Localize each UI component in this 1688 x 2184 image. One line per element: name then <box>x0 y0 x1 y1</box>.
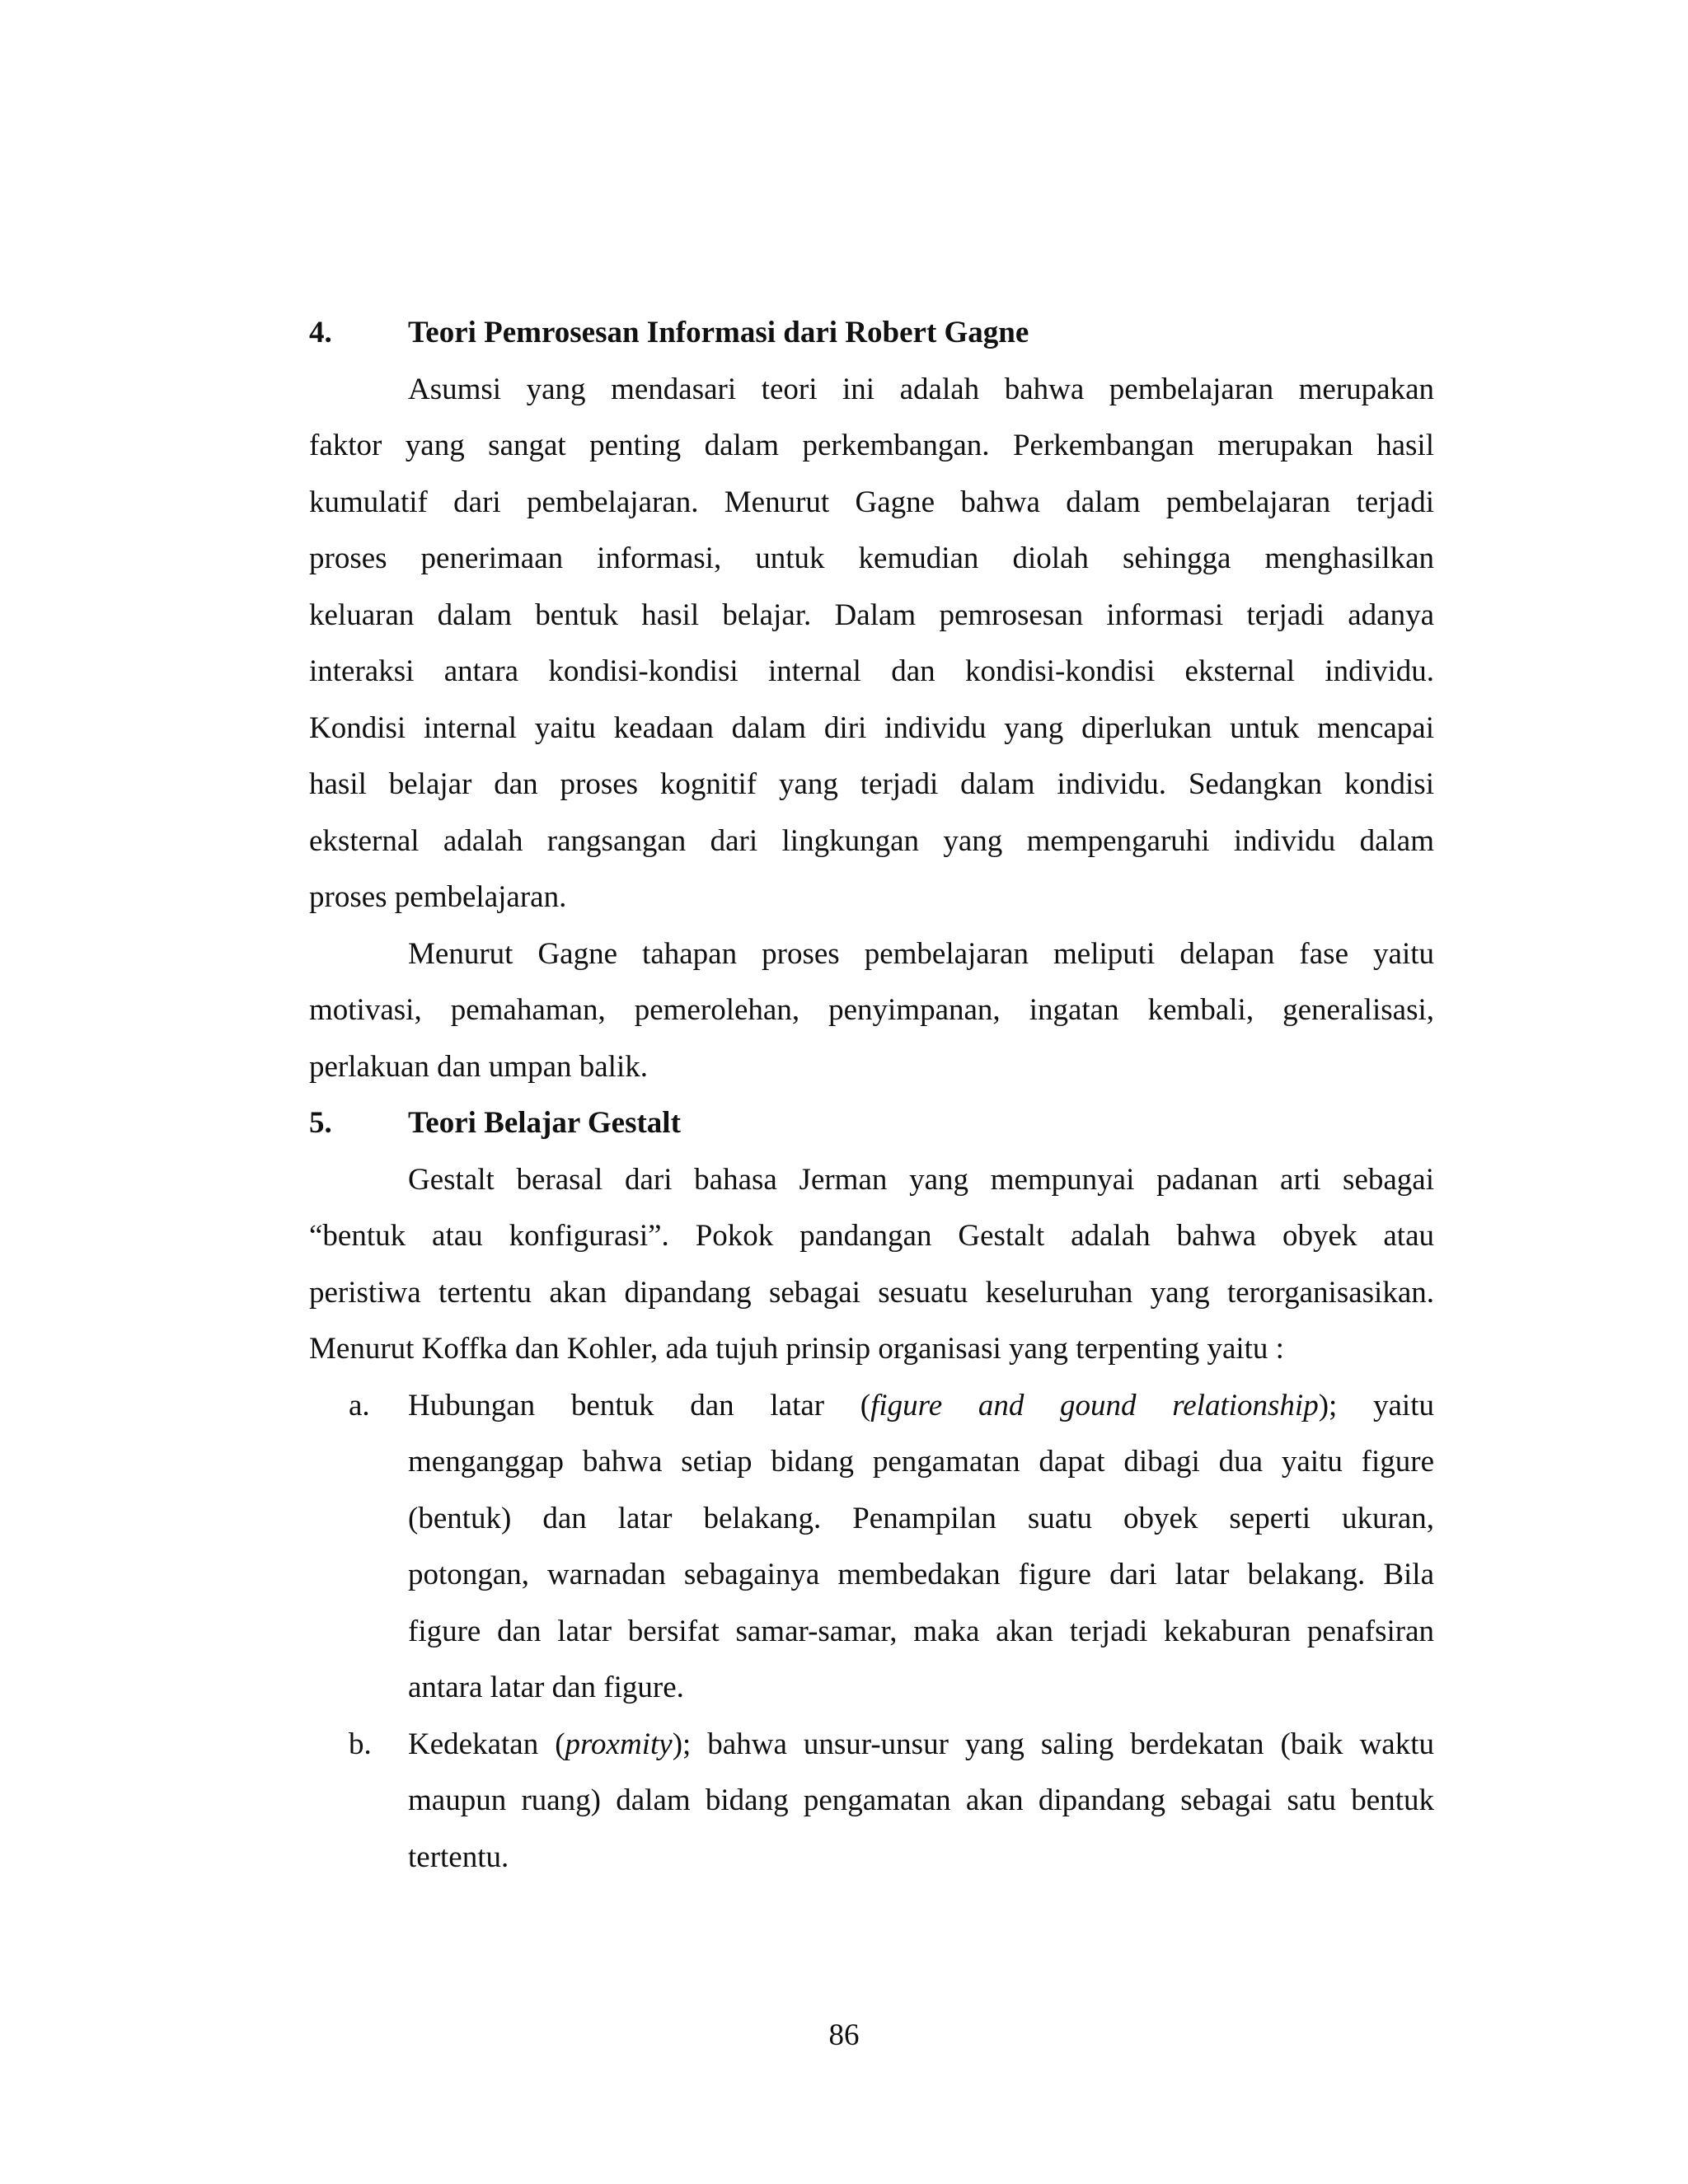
paragraph-line: faktor yang sangat penting dalam perkembangan. Perkembangan merupakan hasil <box>309 429 1434 462</box>
text-run: Hubungan bentuk dan latar ( <box>408 1388 871 1422</box>
list-item-line: tertentu. <box>408 1840 509 1874</box>
list-item-line: menganggap bahwa setiap bidang pengamatan dapat dibagi dua yaitu figure <box>408 1445 1434 1479</box>
paragraph-line: Menurut Gagne tahapan proses pembelajaran meliputi delapan fase yaitu <box>408 936 1434 971</box>
paragraph-line: eksternal adalah rangsangan dari lingkungan yang mempengaruhi individu dalam <box>309 823 1434 858</box>
list-item-line: antara latar dan figure. <box>408 1671 684 1704</box>
text-run: ); yaitu <box>1318 1388 1434 1422</box>
italic-term: figure and gound relationship <box>870 1388 1319 1422</box>
document-page <box>309 305 1434 1886</box>
paragraph-line: proses penerimaan informasi, untuk kemudian diolah sehingga menghasilkan <box>309 541 1434 575</box>
paragraph-line: Gestalt berasal dari bahasa Jerman yang mempunyai padanan arti sebagai <box>408 1162 1434 1197</box>
list-marker: b. <box>349 1727 372 1761</box>
page-number: 86 <box>828 2018 860 2052</box>
section-4-paragraph-1 <box>309 362 1434 926</box>
section-5-number: 5. <box>309 1106 332 1140</box>
paragraph-line: Menurut Koffka dan Kohler, ada tujuh prinsip organisasi yang terpenting yaitu : <box>309 1332 1284 1366</box>
list-item-line: figure dan latar bersifat samar-samar, maka akan terjadi kekaburan penafsiran <box>408 1614 1434 1648</box>
paragraph-line: interaksi antara kondisi-kondisi internal dan kondisi-kondisi eksternal individu. <box>309 654 1434 688</box>
section-5-paragraph-1 <box>309 1152 1434 1378</box>
list-item-first-text <box>408 1717 1434 1774</box>
list-item-first-line <box>309 1717 1434 1774</box>
paragraph-line: motivasi, pemahaman, pemerolehan, penyimpanan, ingatan kembali, generalisasi, <box>309 993 1434 1027</box>
section-4-heading <box>309 305 1434 362</box>
paragraph-line: “bentuk atau konfigurasi”. Pokok pandangan Gestalt adalah bahwa obyek atau <box>309 1219 1434 1253</box>
list-item-a <box>309 1378 1434 1717</box>
paragraph-line: proses pembelajaran. <box>309 880 567 914</box>
list-item-line: potongan, warnadan sebagainya membedakan figure dari latar belakang. Bila <box>408 1558 1434 1591</box>
paragraph-line: perlakuan dan umpan balik. <box>309 1049 648 1084</box>
paragraph-line: kumulatif dari pembelajaran. Menurut Gagne bahwa dalam pembelajaran terjadi <box>309 485 1434 519</box>
text-run: Kedekatan ( <box>408 1727 565 1761</box>
list-item-line: maupun ruang) dalam bidang pengamatan akan dipandang sebagai satu bentuk <box>408 1783 1434 1817</box>
section-4-paragraph-2 <box>309 926 1434 1096</box>
list-item-first-text <box>408 1378 1434 1435</box>
paragraph-line: peristiwa tertentu akan dipandang sebagai sesuatu keseluruhan yang terorganisasikan. <box>309 1275 1434 1310</box>
paragraph-line: keluaran dalam bentuk hasil belajar. Dalam pemrosesan informasi terjadi adanya <box>309 598 1434 632</box>
paragraph-line: hasil belajar dan proses kognitif yang terjadi dalam individu. Sedangkan kondisi <box>309 767 1434 801</box>
paragraph-line: Asumsi yang mendasari teori ini adalah bahwa pembelajaran merupakan <box>408 372 1434 406</box>
list-item-first-line <box>309 1378 1434 1435</box>
list-item-b <box>309 1717 1434 1886</box>
list-marker: a. <box>349 1388 370 1422</box>
section-5-heading <box>309 1095 1434 1152</box>
section-4-number: 4. <box>309 316 332 349</box>
paragraph-line: Kondisi internal yaitu keadaan dalam diri individu yang diperlukan untuk mencapai <box>309 710 1434 745</box>
section-4-title: Teori Pemrosesan Informasi dari Robert Gagne <box>408 316 1029 349</box>
italic-term: proxmity <box>565 1727 673 1761</box>
text-run: ); bahwa unsur-unsur yang saling berdekatan (baik waktu <box>672 1727 1434 1761</box>
list-item-line: (bentuk) dan latar belakang. Penampilan suatu obyek seperti ukuran, <box>408 1501 1434 1535</box>
section-5-title: Teori Belajar Gestalt <box>408 1106 681 1140</box>
